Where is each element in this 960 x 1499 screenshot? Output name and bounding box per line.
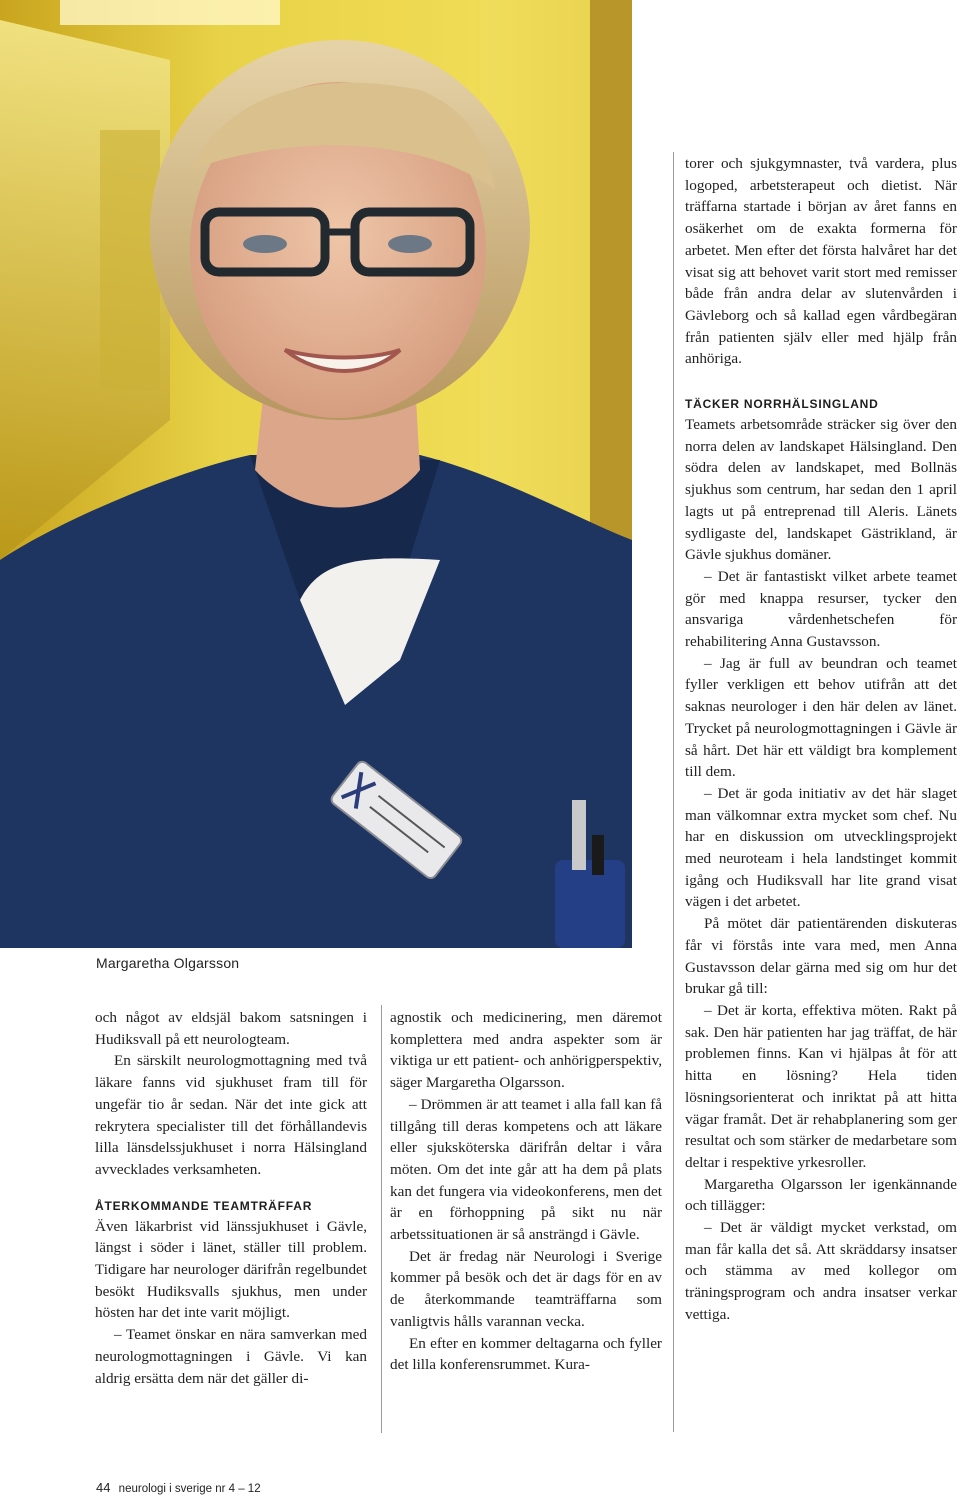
paragraph: En efter en kommer deltagarna och fyller det lilla konferensrummet. Kura- xyxy=(390,1334,662,1374)
portrait-photo xyxy=(0,0,632,948)
photo-caption: Margaretha Olgarsson xyxy=(96,955,240,971)
publication-name: neurologi i sverige nr 4 – 12 xyxy=(118,1483,261,1495)
eye-left xyxy=(243,235,287,253)
paragraph: Margaretha Olgarsson ler igenkännande och tillägger: xyxy=(685,1175,957,1215)
paragraph: – Det är väldigt mycket verkstad, om man får kalla det så. Att skräddarsy insatser och stämma av med kollegor om träningsprogram och andra insatser verkar vettiga. xyxy=(685,1219,957,1323)
paragraph: En särskilt neurologmottagning med två läkare fanns vid sjukhuset fram till för ungefär tio år sedan. När det inte gick att rekrytera specialister till det förhållandevis lilla länsdelssjukhuset i norra Hälsingland avvecklades verksamheten. xyxy=(95,1052,367,1178)
page-footer xyxy=(96,1480,261,1495)
ceiling-light xyxy=(60,0,280,25)
paragraph: – Det är goda initiativ av det här slaget man välkomnar extra mycket som chef. Nu har en diskussion om utvecklingsprojekt med neuroteam i hela landstinget kommit igång och Hudiksvall har lite grand visat vägen i det arbetet. xyxy=(685,784,957,911)
pen xyxy=(592,835,604,875)
paragraph: agnostik och medicinering, men däremot komplettera med andra aspekter som är viktiga ur ett patient- och anhörigperspektiv, säger Margaretha Olgarsson. xyxy=(390,1009,662,1092)
paragraph: – Drömmen är att teamet i alla fall kan få tillgång till deras kompetens och att läkare eller sjuksköterska därifrån deltar i våra möten. Om det inte går att ha dem på plats kan det fungera via videokonferens, men det är en förhoppning på sikt nu när arbetssituationen är så ansträngd i Gävle. xyxy=(390,1095,662,1244)
paragraph: och något av eldsjäl bakom satsningen i Hudiksvall på ett neurologteam. xyxy=(95,1009,367,1048)
column-divider xyxy=(673,152,674,1432)
eye-right xyxy=(388,235,432,253)
paragraph: – Det är fantastiskt vilket arbete teamet gör med knappa resurser, tycker den ansvariga vårdenhetschefen för rehabilitering Anna Gustavsson. xyxy=(685,567,957,651)
paragraph: – Jag är full av beundran och teamet fyller verkligen ett behov utifrån att det saknas neurologer i den här delen av länet. Trycket på neurologmottagningen i Gävle är så hårt. Det här ett väldigt bra komplement till dem. xyxy=(685,654,957,781)
paragraph: Teamets arbetsområde sträcker sig över den norra delen av landskapet Hälsingland. Den södra delen av landskapet, med Bollnäs sjukhus som centrum, har sedan den 1 april lagts ut på entreprenad till Aleris. Länets sydligaste del, landskapet Gästrikland, är Gävle sjukhus domäner. xyxy=(685,416,957,564)
section-heading: TÄCKER NORRHÄLSINGLAND xyxy=(685,397,879,411)
text-column-3-top xyxy=(685,153,957,370)
paragraph: Det är fredag när Neurologi i Sverige kommer på besök och det är dags för en av de återkommande teamträffarna som vanligtvis hålls varannan vecka. xyxy=(390,1247,662,1330)
paragraph: – Teamet önskar en nära samverkan med neurologmottagningen i Gävle. Vi kan aldrig ersätta dem när det gäller di- xyxy=(95,1326,367,1387)
paragraph: På mötet där patientärenden diskuteras får vi förstås inte vara med, men Anna Gustavsson delar gärna med sig om hur det brukar gå till: xyxy=(685,915,957,998)
pocket xyxy=(555,860,625,948)
page-number: 44 xyxy=(96,1480,111,1495)
paragraph: Även läkarbrist vid länssjukhuset i Gävle, längst i söder i länet, ställer till problem. Tidigare har neurologer därifrån regelbundet besökt Hudiksvalls sjukhus, men under hösten har det inte varit möjligt. xyxy=(95,1217,367,1322)
portrait-illustration xyxy=(0,0,632,948)
column-divider xyxy=(381,1005,382,1433)
text-column-1 xyxy=(95,1007,367,1389)
paragraph: – Det är korta, effektiva möten. Rakt på sak. Den här patienten har jag träffat, de här problemen finns. Kan vi hjälpas åt för att hitta en lösning? Hela tiden lösningsorienterat och inriktat på att hitta vägar framåt. Det är rehabplanering som ger resultat och som stärker de medarbetare som deltar i respektive yrkesroller. xyxy=(685,1001,957,1171)
text-column-3 xyxy=(685,394,957,1326)
section-heading: ÅTERKOMMANDE TEAMTRÄFFAR xyxy=(95,1198,313,1213)
paragraph: torer och sjukgymnaster, två vardera, plus logoped, arbetsterapeut och dietist. När träffarna startade i början av året fanns en osäkerhet om de exakta formerna för arbetet. Men efter det första halvåret har det visat sig att behovet varit stort med remisser både från andra delar av slutenvården i Gävleborg och så kallad egen vårdbegäran från patienten själv eller med hjälp från anhöriga. xyxy=(685,155,957,368)
corridor-door xyxy=(100,130,160,390)
text-column-2 xyxy=(390,1007,662,1376)
pen xyxy=(572,800,586,870)
